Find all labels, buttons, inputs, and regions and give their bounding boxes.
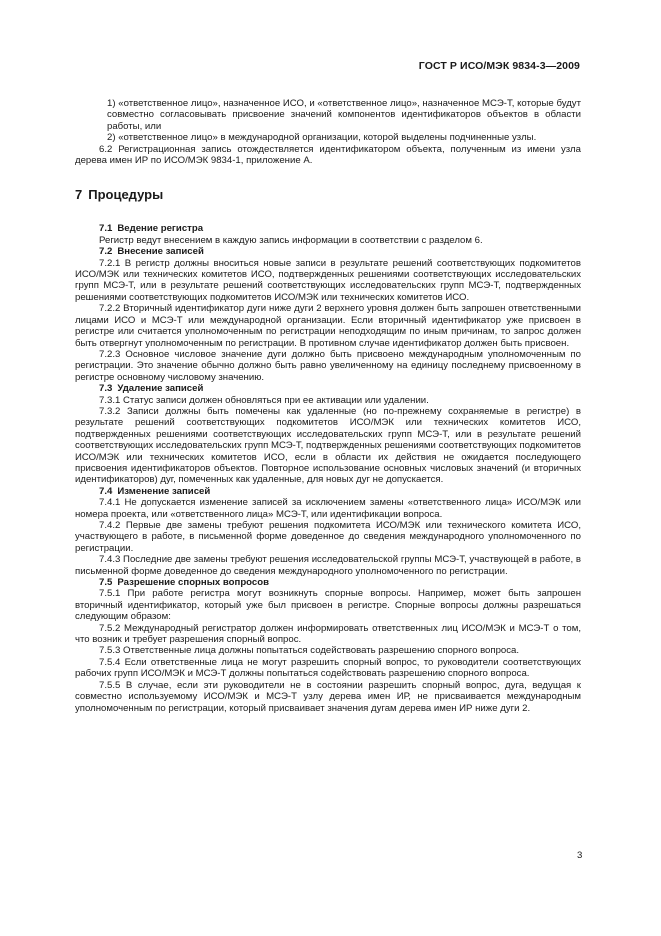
paragraph-7-4-2: 7.4.2 Первые две замены требуют решения подкомитета ИСО/МЭК или технического комитета ИСО, участвующего в работе, в письменной форме доведенное до сведения международного уполномоченного по регистрации. bbox=[75, 520, 581, 554]
paragraph-7-2-3: 7.2.3 Основное числовое значение дуги должно быть присвоено международным уполномоченным по регистрации. Это значение обычно должно быть равно увеличенному на единицу последнему присвоенному в регистре основному числовому значению. bbox=[75, 348, 581, 383]
paragraph-7-4-3: 7.4.3 Последние две замены требуют решения исследовательской группы МСЭ-Т, участвующей в работе, в письменной форме доведенное до сведения международного уполномоченного по регистрации. bbox=[75, 554, 581, 577]
intro-list-item-1: 1) «ответственное лицо», назначенное ИСО, и «ответственное лицо», назначенное МСЭ-Т, которые будут совместно согласовывать присвоение значений компонентов идентификаторов объектов в области работы, или bbox=[107, 98, 581, 132]
paragraph-7-5-2: 7.5.2 Международный регистратор должен информировать ответственных лиц ИСО/МЭК и МСЭ-Т о том, что возник и требует разрешения спорный вопрос. bbox=[75, 622, 581, 646]
subsection-7-1-number: 7.1 bbox=[99, 223, 113, 235]
subsection-7-5-title: Разрешение спорных вопросов bbox=[117, 577, 270, 589]
paragraph-7-4-1: 7.4.1 Не допускается изменение записей за исключением замены «ответственного лица» ИСО/МЭК или номера проекта, или «ответственного лица» МСЭ-Т, или идентификации вопроса. bbox=[75, 497, 581, 520]
paragraph-7-5-1: 7.5.1 При работе регистра могут возникнуть спорные вопросы. Например, может быть запрошен вторичный идентификатор, который уже был присвоен в регистре. Спорные вопросы должны разрешаться следующим образом: bbox=[75, 588, 581, 623]
subsection-7-5-number: 7.5 bbox=[99, 577, 113, 589]
page-number: 3 bbox=[577, 850, 583, 861]
subsection-7-5-heading bbox=[75, 577, 581, 588]
paragraph-7-5-5: 7.5.5 В случае, если эти руководители не в состоянии разрешить спорный вопрос, дуга, ведущая к совместно используемому ИСО/МЭК и МСЭ-Т узлу дерева имен ИР, не присваивается международным уполномоченным по регистрации, который присваивает значения дугам дерева имен ИР ниже дуги 2. bbox=[75, 679, 581, 714]
intro-list bbox=[75, 98, 581, 144]
subsection-7-1-title: Ведение регистра bbox=[117, 223, 204, 235]
document-header-title: ГОСТ Р ИСО/МЭК 9834-3—2009 bbox=[418, 60, 580, 72]
paragraph-7-2-1: 7.2.1 В регистр должны вноситься новые записи в результате решений соответствующих подкомитетов ИСО/МЭК или технических комитетов ИСО, подтвержденных решениями соответствующих исследовательских групп МСЭ-Т, или в результате решений соответствующих исследовательских групп МСЭ-Т, подтвержденных решениями соответствующих подкомитетов ИСО/МЭК или технических комитетов ИСО. bbox=[75, 257, 581, 303]
section-7-number: 7 bbox=[75, 187, 83, 203]
subsection-7-2-title: Внесение записей bbox=[117, 246, 204, 258]
paragraph-7-5-4: 7.5.4 Если ответственные лица не могут разрешить спорный вопрос, то руководители соответствующих рабочих групп ИСО/МЭК и МСЭ-Т должны попытаться содействовать разрешению спорного вопроса. bbox=[75, 656, 581, 680]
section-7-heading bbox=[75, 187, 581, 202]
paragraph-7-3-1: 7.3.1 Статус записи должен обновляться при ее активации или удалении. bbox=[99, 394, 429, 406]
subsection-7-3-heading bbox=[75, 383, 581, 394]
subsection-7-2-number: 7.2 bbox=[99, 246, 113, 258]
subsection-7-4-title: Изменение записей bbox=[117, 485, 211, 497]
subsection-7-3-number: 7.3 bbox=[99, 383, 113, 395]
subsection-7-1-heading bbox=[75, 223, 581, 234]
paragraph-7-2-2: 7.2.2 Вторичный идентификатор дуги ниже дуги 2 верхнего уровня должен быть запрошен ответственными лицами ИСО и МСЭ-Т или международной организации. Если вторичный идентификатор уже присвоен в регистре или считается уполномоченным по регистрации неподходящим по иным причинам, то запрос должен быть отвергнут уполномоченным по регистрации. В противном случае идентификатор должен быть присвоен. bbox=[75, 303, 581, 349]
subsection-7-3-title: Удаление записей bbox=[117, 383, 204, 395]
intro-list-item-2: 2) «ответственное лицо» в международной организации, которой выделены подчиненные узлы. bbox=[107, 132, 537, 144]
subsection-7-4-heading bbox=[75, 486, 581, 497]
page-content bbox=[75, 98, 581, 714]
paragraph-7-3-2: 7.3.2 Записи должны быть помечены как удаленные (но по-прежнему сохраняемые в регистре) в результате решений соответствующих подкомитетов ИСО/МЭК или технических комитетов ИСО, подтвержденных решениями соответствующих исследовательских групп МСЭ-Т, или в результате решений соответствующих исследовательских групп МСЭ-Т, подтвержденных решениями соответствующих подкомитетов ИСО/МЭК или технических комитетов ИСО, если в области их действия не ожидается последующего присвоения идентификаторов объектов. Повторное использование основных числовых значений (и вторичных идентификаторов) дуг, помеченных как удаленные, для новых дуг не допускается. bbox=[75, 405, 581, 486]
subsection-7-4-number: 7.4 bbox=[99, 485, 113, 497]
paragraph-6-2: 6.2 Регистрационная запись отождествляется идентификатором объекта, полученным из имени узла дерева имен ИР по ИСО/МЭК 9834-1, приложение А. bbox=[75, 143, 581, 167]
subsection-7-2-heading bbox=[75, 246, 581, 257]
section-7-title: Процедуры bbox=[88, 187, 164, 203]
paragraph-7-5-3: 7.5.3 Ответственные лица должны попытаться содействовать разрешению спорного вопроса. bbox=[99, 645, 520, 657]
paragraph-7-1: Регистр ведут внесением в каждую запись информации в соответствии с разделом 6. bbox=[99, 234, 483, 246]
